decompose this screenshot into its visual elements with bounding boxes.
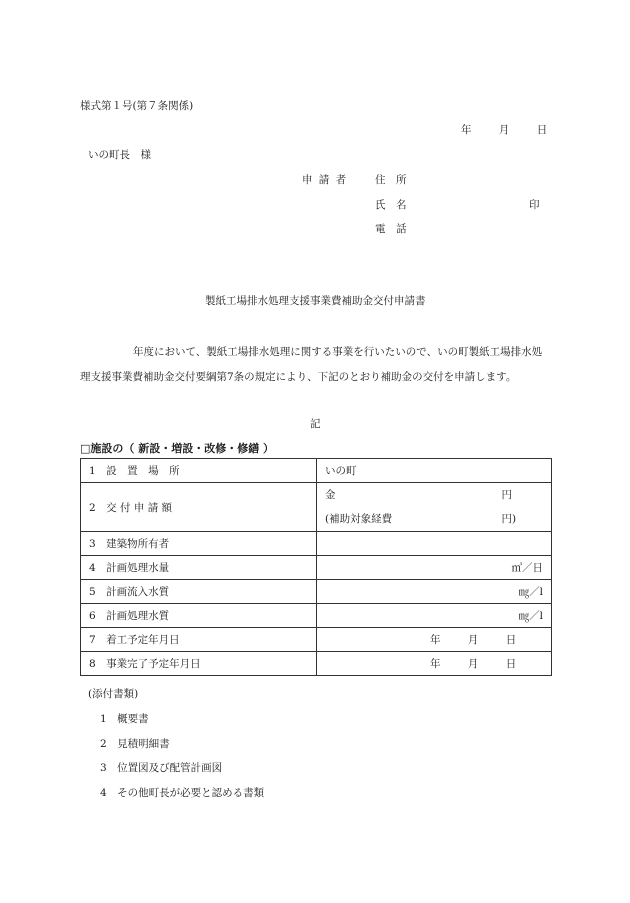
start-day: 日 (505, 634, 517, 646)
row-label-location: 1 設 置 場 所 (81, 459, 317, 483)
seal-mark: 印 (529, 199, 540, 211)
facility-heading: □施設の（ 新設・増設・改修・修繕 ） (80, 442, 275, 455)
owner-value (317, 532, 552, 556)
table-row (81, 580, 552, 604)
date-year: 年 (461, 124, 472, 136)
inflow-quality-cell (317, 580, 552, 604)
table-row (81, 556, 552, 580)
applicant-label: 申請者 (302, 174, 353, 186)
application-table (80, 458, 552, 676)
location-value: いの町 (317, 459, 552, 483)
row-label-start-date: 7 着工予定年月日 (81, 628, 317, 652)
eligible-cost-yen: 円) (501, 513, 517, 525)
table-row (81, 652, 552, 676)
row-label-inflow-quality: 5 計画流入水質 (81, 580, 317, 604)
completion-month: 月 (467, 658, 479, 670)
water-volume-unit: ㎥／日 (511, 562, 543, 574)
document-title: 製紙工場排水処理支援事業費補助金交付申請書 (205, 295, 426, 307)
amount-cell (317, 483, 552, 532)
attachments-heading: (添付書類) (88, 688, 139, 700)
row-label-owner: 3 建築物所有者 (81, 532, 317, 556)
body-line-1: 年度において、製紙工場排水処理に関する事業を行いたいので、いの町製紙工場排水処 (133, 346, 543, 358)
table-row (81, 628, 552, 652)
table-row (81, 483, 552, 532)
date-day: 日 (536, 124, 548, 136)
completion-year: 年 (430, 658, 441, 670)
date-month: 月 (498, 124, 510, 136)
ki-mark: 記 (310, 418, 321, 430)
completion-date-cell (317, 652, 552, 676)
table-row (81, 604, 552, 628)
completion-day: 日 (505, 658, 517, 670)
treated-quality-unit: ㎎／l (518, 610, 543, 622)
attachment-item: 2 見積明細書 (100, 738, 170, 750)
form-number: 様式第１号(第７条関係) (80, 100, 194, 112)
attachment-item: 4 その他町長が必要と認める書類 (100, 787, 265, 799)
address-label: 住 所 (375, 174, 407, 186)
start-month: 月 (467, 634, 479, 646)
table-row (81, 459, 552, 483)
amount-kin: 金 (325, 489, 336, 501)
name-label: 氏 名 (375, 199, 407, 211)
inflow-quality-unit: ㎎／l (518, 586, 543, 598)
row-label-amount: 2 交 付 申 請 額 (81, 483, 317, 532)
row-label-completion-date: 8 事業完了予定年月日 (81, 652, 317, 676)
start-date-cell (317, 628, 552, 652)
water-volume-cell (317, 556, 552, 580)
eligible-cost-label: (補助対象経費 (325, 513, 393, 525)
attachment-item: 3 位置図及び配管計画図 (100, 762, 223, 774)
addressee: いの町長 様 (88, 149, 151, 161)
attachment-item: 1 概要書 (100, 713, 149, 725)
row-label-treated-quality: 6 計画処理水質 (81, 604, 317, 628)
treated-quality-cell (317, 604, 552, 628)
row-label-water-volume: 4 計画処理水量 (81, 556, 317, 580)
amount-yen: 円 (501, 489, 512, 501)
body-line-2: 理支援事業費補助金交付要綱第7条の規定により、下記のとおり補助金の交付を申請します。 (80, 371, 517, 383)
table-row (81, 532, 552, 556)
date-line (461, 125, 547, 136)
phone-label: 電 話 (375, 223, 407, 235)
start-year: 年 (430, 634, 441, 646)
